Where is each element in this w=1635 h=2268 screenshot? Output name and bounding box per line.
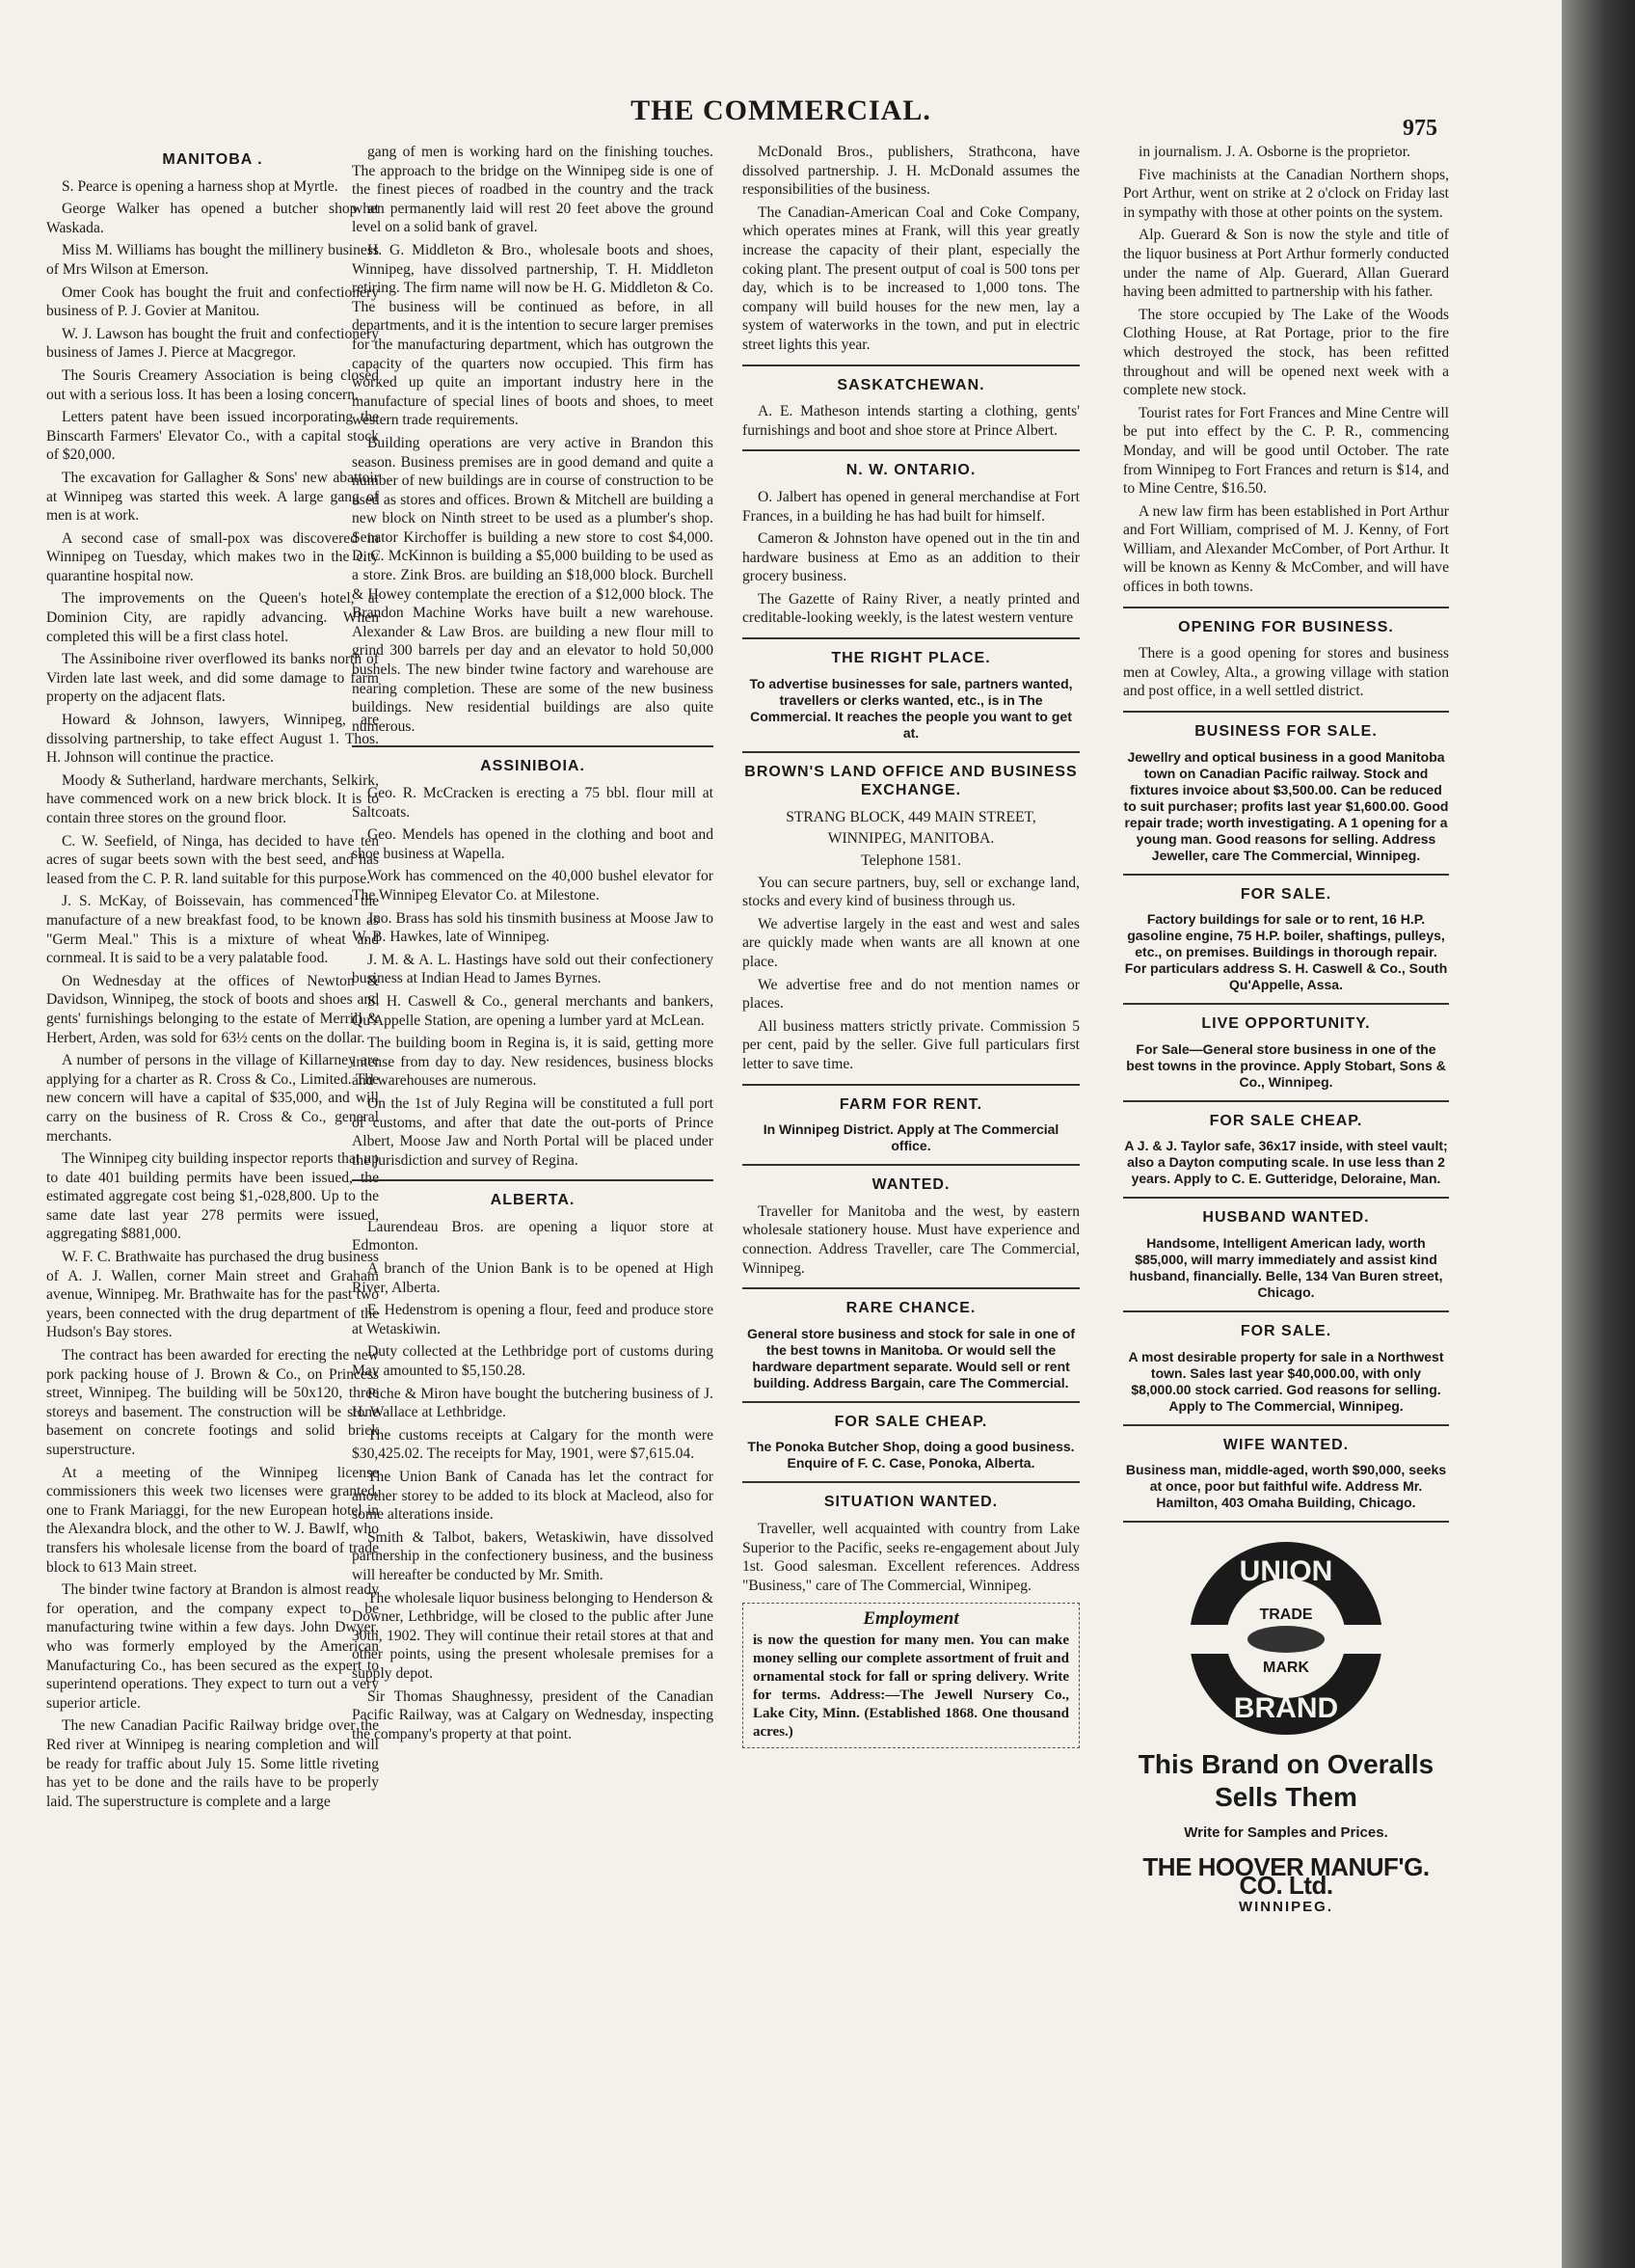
manitoba-items <box>46 177 379 1812</box>
news-item: W. J. Lawson has bought the fruit and confectionery business of James J. Pierce at Macgregor. <box>46 325 379 362</box>
column-4 <box>1123 143 1449 1917</box>
news-item: gang of men is working hard on the finishing touches. The approach to the bridge on the Winnipeg side is one of the finest pieces of roadbed in the country and the track when permanently laid will rest 20 feet above the ground level on a solid bank of gravel. <box>352 144 713 236</box>
ad-heading-for-sale-cheap: FOR SALE CHEAP. <box>834 1413 988 1430</box>
divider <box>1123 1310 1449 1312</box>
news-item: E. Hedenstrom is opening a flour, feed and produce store at Wetaskiwin. <box>352 1302 713 1337</box>
news-item: The improvements on the Queen's hotel, at Dominion City, are rapidly advancing. When completed this will be a first class hotel. <box>46 590 379 645</box>
divider <box>742 364 1080 366</box>
news-item: We advertise largely in the east and west and sales are quickly made when wants are all known at one place. <box>742 915 1080 970</box>
news-item: The Gazette of Rainy River, a neatly printed and creditable-looking weekly, is the latest western venture <box>742 590 1080 627</box>
ad-heading-husband-wanted: HUSBAND WANTED. <box>1202 1209 1370 1227</box>
news-item: Moody & Sutherland, hardware merchants, Selkirk, have commenced work on a new brick block. It is to contain three stores on the ground floor. <box>46 771 379 826</box>
ad-heading-rare-chance: RARE CHANCE. <box>845 1300 977 1317</box>
news-item: On the 1st of July Regina will be constituted a full port of customs, and after that date the out-ports of Prince Albert, Moose Jaw and North Portal will be placed under the jurisdiction and survey of Regina. <box>352 1094 713 1169</box>
ad-text-opening-for-business: There is a good opening for stores and business men at Cowley, Alta., a growing village with station and post office, in a well settled district. <box>1123 645 1449 700</box>
news-item: The Union Bank of Canada has let the contract for another storey to be added to its block at Macleod, also for some alterations inside. <box>352 1469 713 1524</box>
news-item: We advertise free and do not mention names or places. <box>742 976 1080 1012</box>
divider <box>742 1401 1080 1403</box>
divider <box>1123 1521 1449 1523</box>
column-1 <box>46 143 379 1815</box>
section-heading-manitoba: MANITOBA . <box>162 151 263 168</box>
logo-text-trade: TRADE <box>1259 1606 1313 1624</box>
alberta-items <box>352 1218 713 1743</box>
news-item: Building operations are very active in Brandon this season. Business premises are in good demand and quite a number of new buildings are in course of construction to be used as stores and offices. Brown & Mitchell are building a new block on Ninth street to be used as a plumber's shop. Senator Kirchoffer is building a new store to cost $4,000. D. C. McKinnon is building a $5,000 building to be used as a store. Zink Bros. are building an $18,000 block. Burchell & Howey contemplate the erection of a $12,000 block. The Brandon Machine Works have built a new warehouse. Alexander & Law Bros. are building a new flour mill to grind 300 barrels per day and an elevator to hold 50,000 bushels. The new binder twine factory and warehouse are nearing completion. These are some of the new business buildings. New residential buildings are also quite numerous. <box>352 434 713 735</box>
news-item: Smith & Talbot, bakers, Wetaskiwin, have dissolved partnership in the confectionery business, and the business will hereafter be conducted by Mr. Smith. <box>352 1528 713 1583</box>
news-item: The Assiniboine river overflowed its banks north of Virden late last week, and did some damage to farm property on the adjacent flats. <box>46 651 379 706</box>
ad-heading-for-sale-1: FOR SALE. <box>1240 885 1332 903</box>
handshake-icon <box>1247 1626 1325 1653</box>
news-item: Duty collected at the Lethbridge port of customs during May amounted to $5,150.28. <box>352 1343 713 1380</box>
browns-items <box>742 874 1080 1074</box>
divider <box>1123 874 1449 876</box>
saskatchewan-items <box>742 402 1080 440</box>
logo-text-bottom: BRAND <box>1233 1692 1339 1725</box>
news-item: McDonald Bros., publishers, Strathcona, have dissolved partnership. J. H. McDonald assumes the responsibilities of the business. <box>742 144 1080 199</box>
overalls-slogan: This Brand on Overalls Sells Them <box>1138 1749 1434 1813</box>
divider <box>1123 1424 1449 1426</box>
divider <box>352 1179 713 1181</box>
ad-text-for-sale-cheap: The Ponoka Butcher Shop, doing a good business. Enquire of F. C. Case, Ponoka, Alberta. <box>747 1439 1075 1472</box>
alberta-continued-items <box>742 143 1080 355</box>
manitoba-continued-items <box>352 143 713 736</box>
ad-heading-wife-wanted: WIFE WANTED. <box>1222 1436 1350 1453</box>
divider <box>1123 1003 1449 1005</box>
nw-ontario-continued-items <box>1123 143 1449 597</box>
news-item: The Souris Creamery Association is being closed out with a serious loss. It has been a losing concern. <box>46 366 379 403</box>
ad-text-right-place: To advertise businesses for sale, partners wanted, travellers or clerks wanted, etc., is in The Commercial. It reaches the people you want to get at. <box>749 675 1073 741</box>
news-item: Geo. Mendels has opened in the clothing and boot and shoe business at Wapella. <box>352 826 713 862</box>
news-item: Howard & Johnson, lawyers, Winnipeg, are dissolving partnership, to take effect August 1. Thos. H. Johnson will continue the practice. <box>46 712 379 767</box>
divider <box>742 1287 1080 1289</box>
news-item: Omer Cook has bought the fruit and confectionery business of P. J. Govier at Manitou. <box>46 284 379 320</box>
news-item: J. S. McKay, of Boissevain, has commenced the manufacture of a new breakfast food, to be known as "Germ Meal." This is a mixture of wheat and cornmeal. It is said to be a very palatable food. <box>46 893 379 967</box>
news-item: Alp. Guerard & Son is now the style and title of the liquor business at Port Arthur formerly conducted under the name of Alp. Guerard, Allan Guerard having been admitted to partnership with his father. <box>1123 227 1449 301</box>
news-item: The new Canadian Pacific Railway bridge over the Red river at Winnipeg is nearing completion and will be ready for traffic about July 15. Some little riveting has yet to be done and the rails have to be properly laid. The superstructure is complete and a large <box>46 1717 379 1810</box>
section-heading-alberta: ALBERTA. <box>490 1192 576 1209</box>
column-3 <box>742 143 1080 1748</box>
news-item: Piche & Miron have bought the butchering business of J. H. Wallace at Lethbridge. <box>352 1385 713 1421</box>
union-brand-trademark-logo <box>1166 1532 1407 1744</box>
news-item: Tourist rates for Fort Frances and Mine Centre will be put into effect by the C. P. R., commencing Monday, and will be good until October. The rate from Winnipeg to Fort Frances and return is $14, and to Mine Centre, $16.50. <box>1123 404 1449 498</box>
news-item: Work has commenced on the 40,000 bushel elevator for The Winnipeg Elevator Co. at Milestone. <box>352 868 713 904</box>
news-item: The contract has been awarded for erecting the new pork packing house of J. Brown & Co., on Princess street, Winnipeg. The building will be 50x120, three storeys and basement. The construction will be stone basement on concrete footings and solid brick superstructure. <box>46 1347 379 1458</box>
employment-text: is now the question for many men. You can make money selling our complete assortment of fruit and ornamental stock for fall or spring delivery. Write for terms. Address:—The Jewell Nursery Co., Lake City, Minn. (Established 1868. One thousand acres.) <box>753 1633 1069 1741</box>
write-for-samples: Write for Samples and Prices. <box>1184 1824 1388 1842</box>
divider <box>1123 607 1449 608</box>
ad-heading-for-sale-2: FOR SALE. <box>1240 1323 1332 1339</box>
news-item: The Winnipeg city building inspector reports that up to date 401 building permits have been issued, the estimated aggregate cost being $1,-028,800. Up to the same date last year 278 permits were issued, aggregating $881,000. <box>46 1150 379 1243</box>
news-item: Jno. Brass has sold his tinsmith business at Moose Jaw to W. B. Hawkes, late of Winnipeg. <box>352 909 713 946</box>
news-item: H. G. Middleton & Bro., wholesale boots and shoes, Winnipeg, have dissolved partnership, T. H. Middleton retiring. The firm name will now be H. G. Middleton & Co. The business will be continued as before, in all departments, and it is the intention to secure larger premises for the manufacturing department, which has outgrown the capacity of the quarters now occupied. This firm has worked up quite an important industry here in the manufacture of special lines of boots and shoes, to meet western trade requirements. <box>352 241 713 429</box>
divider <box>742 1164 1080 1166</box>
scan-page-edge <box>1562 0 1635 2268</box>
news-item: A number of persons in the village of Killarney are applying for a charter as R. Cross & Co., Limited. The new concern will have a capital of $35,000, and will carry on the business of R. Cross & Co., general merchants. <box>46 1052 379 1145</box>
news-item: Laurendeau Bros. are opening a liquor store at Edmonton. <box>352 1218 713 1255</box>
ad-text-situation-wanted: Traveller, well acquainted with country from Lake Superior to the Pacific, seeks re-engagement about July 1st. Good salesman. Excellent references. Address "Business," care of The Commercial, Winnipeg. <box>742 1520 1080 1594</box>
news-item: The building boom in Regina is, it is said, getting more intense from day to day. New residences, business blocks and warehouses are numerous. <box>352 1035 713 1090</box>
ad-heading-right-place: THE RIGHT PLACE. <box>831 650 991 667</box>
news-item: On Wednesday at the offices of Newton & Davidson, Winnipeg, the stock of boots and shoes and gents' furnishings belonging to the estate of Merrill & Herbert, Arden, was sold for 63½ cents on the dollar. <box>46 972 379 1046</box>
news-item: George Walker has opened a butcher shop at Waskada. <box>46 201 379 236</box>
news-item: Cameron & Johnston have opened out in the tin and hardware business at Emo as an addition to their grocery business. <box>742 530 1080 585</box>
ad-text-live-opportunity: For Sale—General store business in one of the best towns in the province. Apply Stobart, Sons & Co., Winnipeg. <box>1126 1040 1446 1090</box>
news-item: A new law firm has been established in Port Arthur and Fort William, comprised of M. J. Kenny, of Fort William, and Alexander McComber, of Port Arthur. It will be known as Kenny & McComber, and will have offices in both towns. <box>1123 502 1449 596</box>
news-item: J. M. & A. L. Hastings have sold out their confectionery business at Indian Head to James Byrnes. <box>352 951 713 987</box>
divider <box>742 751 1080 753</box>
news-item: A. E. Matheson intends starting a clothing, gents' furnishings and boot and shoe store at Prince Albert. <box>742 403 1080 439</box>
ad-text-wanted: Traveller for Manitoba and the west, by eastern wholesale stationery house. Must have experience and connection. Address Traveller, care The Commercial, Winnipeg. <box>742 1202 1080 1277</box>
ad-text-rare-chance: General store business and stock for sale in one of the best towns in Manitoba. Or would sell the hardware department separate. Would sell or rent building. Address Bargain, care The Commercial. <box>747 1325 1075 1390</box>
news-item: Geo. R. McCracken is erecting a 75 bbl. flour mill at Saltcoats. <box>352 785 713 821</box>
ad-text-for-sale-2: A most desirable property for sale in a Northwest town. Sales last year $40,000.00, with only $8,000.00 stock carried. God reasons for selling. Apply to The Commercial, Winnipeg. <box>1128 1348 1444 1414</box>
masthead: THE COMMERCIAL. <box>630 94 931 126</box>
ad-heading-wanted: WANTED. <box>871 1176 951 1194</box>
browns-address-line-2: WINNIPEG, MANITOBA. <box>827 830 995 848</box>
news-item: W. F. C. Brathwaite has purchased the drug business of A. J. Wallen, corner Main street and Graham avenue, Winnipeg. Mr. Brathwaite has for the past two years, been connected with the drug department of the Hudson's Bay stores. <box>46 1249 379 1341</box>
divider <box>742 449 1080 451</box>
browns-telephone: Telephone 1581. <box>861 852 961 870</box>
ad-text-business-for-sale: Jewellry and optical business in a good Manitoba town on Canadian Pacific railway. Stock and fixtures invoice about $3,500.00. Can be reduced to suit purchaser; profits last year $1,600.00. Good repair trade; worth investigating. A 1 opening for a young man. Good reasons for selling. Address Jeweller, care The Commercial, Winnipeg. <box>1123 748 1449 863</box>
divider <box>1123 1100 1449 1102</box>
divider <box>742 1084 1080 1086</box>
employment-title: Employment <box>863 1608 959 1630</box>
news-item: The customs receipts at Calgary for the month were $30,425.02. The receipts for May, 1901, were $7,615.04. <box>352 1426 713 1463</box>
news-item: You can secure partners, buy, sell or exchange land, stocks and every kind of business through us. <box>742 874 1080 910</box>
ad-heading-for-sale-cheap-2: FOR SALE CHEAP. <box>1209 1112 1363 1129</box>
news-item: Miss M. Williams has bought the millinery business of Mrs Wilson at Emerson. <box>46 242 379 278</box>
employment-ad <box>742 1603 1080 1748</box>
ad-heading-business-for-sale: BUSINESS FOR SALE. <box>1194 723 1378 741</box>
hoover-company-name: THE HOOVER MANUF'G. CO. Ltd. <box>1142 1851 1430 1901</box>
news-item: At a meeting of the Winnipeg license commissioners this week two licenses were granted, one to Frank Mariaggi, for the new European hotel in the Alexandra block, and the other to W. J. Bawlf, who transfers his wholesale license from the board of trade block to 613 Main street. <box>46 1464 379 1576</box>
ad-text-husband-wanted: Handsome, Intelligent American lady, worth $85,000, will marry immediately and assist kind husband, financially. Belle, 134 Van Buren street, Chicago. <box>1129 1235 1443 1300</box>
browns-address-line-1: STRANG BLOCK, 449 MAIN STREET, <box>786 808 1036 825</box>
section-heading-nw-ontario: N. W. ONTARIO. <box>845 462 977 479</box>
section-heading-assiniboia: ASSINIBOIA. <box>480 758 585 775</box>
news-item: The Canadian-American Coal and Coke Company, which operates mines at Frank, will this year greatly increase the capacity of their plant, especially the coking plant. The present output of coal is 500 tons per day, which is to be increased to 1,000 tons. The company will build houses for the new men, lay a system of waterworks in the town, and put in electric street lights this year. <box>742 203 1080 353</box>
section-heading-saskatchewan: SASKATCHEWAN. <box>837 376 985 393</box>
news-item: Five machinists at the Canadian Northern shops, Port Arthur, went on strike at 2 o'clock on Friday last in sympathy with those at other points on the system. <box>1123 166 1449 221</box>
divider <box>352 745 713 747</box>
news-item: A branch of the Union Bank is to be opened at High River, Alberta. <box>352 1260 713 1296</box>
ad-text-wife-wanted: Business man, middle-aged, worth $90,000, seeks at once, poor but faithful wife. Address Mr. Hamilton, 403 Omaha Building, Chicago. <box>1125 1462 1447 1511</box>
news-item: A second case of small-pox was discovered in Winnipeg on Tuesday, which makes two in the city quarantine hospital now. <box>46 529 379 584</box>
ad-text-for-sale-1: Factory buildings for sale or to rent, 16 H.P. gasoline engine, 75 H.P. boiler, shaftings, pulleys, etc., on premises. Buildings in thorough repair. For particulars address S. H. Caswell & Co., South Qu'Appelle, Assa. <box>1124 911 1448 993</box>
ad-heading-farm-for-rent: FARM FOR RENT. <box>839 1095 983 1113</box>
ad-heading-browns: BROWN'S LAND OFFICE AND BUSINESS EXCHANGE. <box>744 763 1078 799</box>
logo-text-mark: MARK <box>1263 1660 1309 1677</box>
nw-ontario-items <box>742 488 1080 628</box>
assiniboia-items <box>352 784 713 1170</box>
news-item: The excavation for Gallagher & Sons' new abattoir at Winnipeg was started this week. A large gang of men is at work. <box>46 469 379 525</box>
divider <box>742 1481 1080 1483</box>
news-item: The store occupied by The Lake of the Woods Clothing House, at Rat Portage, prior to the fire which destroyed the stock, has been refitted throughout and will be opened next week with a complete new stock. <box>1123 306 1449 399</box>
news-item: C. W. Seefield, of Ninga, has decided to have ten acres of sugar beets sown with the best seed, and has leased from the C. P. R. land suitable for this purpose. <box>46 832 379 887</box>
divider <box>742 637 1080 639</box>
news-item: The binder twine factory at Brandon is almost ready for operation, and the company expect to be manufacturing twine within a few days. John Dwyer, who was formerly employed by the American Manufacturing Co., has been secured as the expert to superintend operations. They expect to turn out a very superior article. <box>46 1581 379 1712</box>
divider <box>1123 1197 1449 1199</box>
divider <box>1123 711 1449 713</box>
news-item: in journalism. J. A. Osborne is the proprietor. <box>1139 144 1410 160</box>
ad-heading-opening-for-business: OPENING FOR BUSINESS. <box>1178 618 1394 635</box>
ad-heading-live-opportunity: LIVE OPPORTUNITY. <box>1201 1015 1371 1033</box>
logo-text-top: UNION <box>1239 1555 1333 1588</box>
news-item: Letters patent have been issued incorporating the Binscarth Farmers' Elevator Co., with a capital stock of $20,000. <box>46 409 379 464</box>
news-item: S. Pearce is opening a harness shop at Myrtle. <box>62 177 338 195</box>
hoover-city: WINNIPEG. <box>1238 1898 1333 1915</box>
news-item: All business matters strictly private. Commission 5 per cent, paid by the seller. Give full particulars first letter to save time. <box>742 1017 1080 1072</box>
ad-heading-situation-wanted: SITUATION WANTED. <box>823 1494 999 1511</box>
news-item: S. H. Caswell & Co., general merchants and bankers, Qu'Appelle Station, are opening a lumber yard at McLean. <box>352 992 713 1029</box>
ad-text-farm-for-rent: In Winnipeg District. Apply at The Commercial office. <box>763 1121 1059 1154</box>
news-item: Sir Thomas Shaughnessy, president of the Canadian Pacific Railway, was at Calgary on Wednesday, inspecting the company's property at that point. <box>352 1688 713 1742</box>
news-item: O. Jalbert has opened in general merchandise at Fort Frances, in a building he has had built for himself. <box>742 488 1080 525</box>
page-number: 975 <box>1403 116 1437 141</box>
news-item: The wholesale liquor business belonging to Henderson & Downer, Lethbridge, will be closed to the public after June 30th, 1902. They will continue their retail stores at that and other points, using the present wholesale premises for a supply depot. <box>352 1589 713 1682</box>
ad-text-for-sale-cheap-2: A J. & J. Taylor safe, 36x17 inside, with steel vault; also a Dayton computing scale. In use less than 2 years. Apply to C. E. Gutteridge, Deloraine, Man. <box>1124 1138 1448 1187</box>
column-2 <box>352 143 713 1747</box>
